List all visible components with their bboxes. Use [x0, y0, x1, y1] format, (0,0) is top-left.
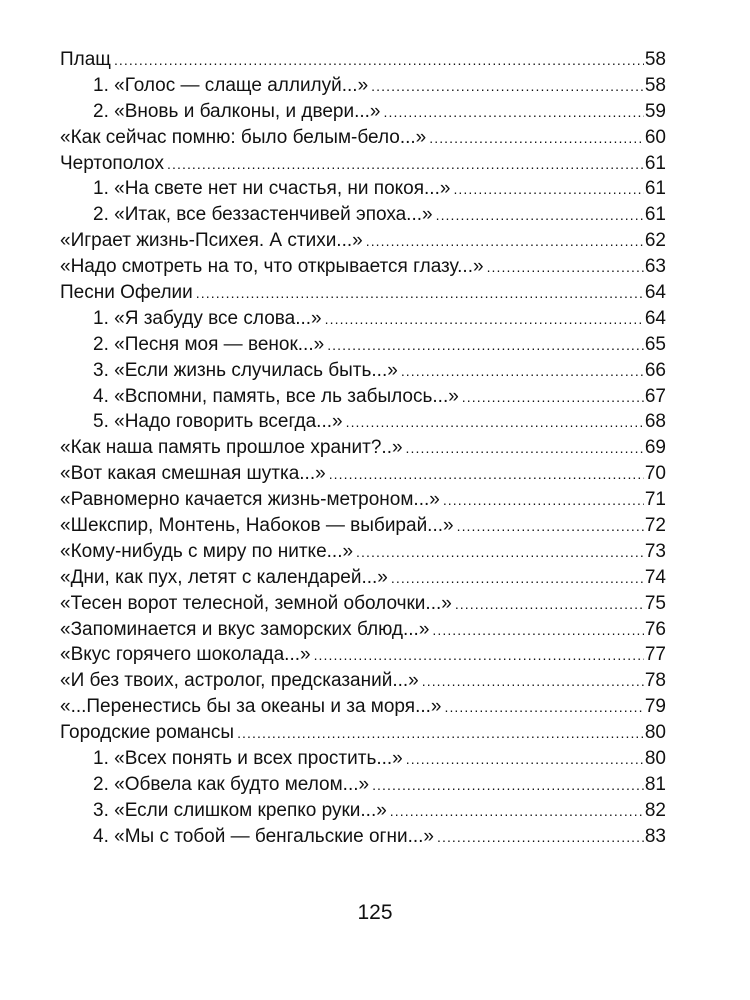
toc-entry-page: 68	[644, 411, 666, 433]
toc-entry-title: 3. «Если слишком крепко руки...»	[93, 799, 387, 821]
toc-dot-leader	[455, 592, 644, 618]
toc-dot-leader	[356, 540, 644, 566]
toc-entry-title: «Надо смотреть на то, что открывается глазу...»	[60, 256, 484, 278]
toc-entry-page: 72	[644, 515, 666, 537]
toc-entry	[60, 461, 666, 487]
toc-entry	[60, 513, 666, 539]
toc-entry-page: 64	[644, 307, 666, 329]
toc-entry	[60, 746, 666, 772]
toc-entry-page: 58	[644, 49, 666, 70]
toc-entry-title: «Тесен ворот телесной, земной оболочки...»	[60, 592, 452, 614]
toc-dot-leader	[406, 747, 644, 773]
toc-dot-leader	[366, 229, 644, 255]
toc-entry-page: 80	[644, 722, 666, 744]
toc-entry	[60, 384, 666, 410]
toc-entry-page: 75	[644, 592, 666, 614]
toc-entry-title: 4. «Вспомни, память, все ль забылось...»	[93, 385, 459, 407]
toc-entry-page: 67	[644, 385, 666, 407]
toc-entry	[60, 668, 666, 694]
toc-entry-title: Песни Офелии	[60, 282, 193, 304]
toc-entry-page: 65	[644, 333, 666, 355]
page-number: 125	[357, 901, 393, 924]
toc-entry-page: 82	[644, 799, 666, 821]
toc-dot-leader	[372, 773, 644, 799]
toc-entry	[60, 565, 666, 591]
toc-entry	[60, 539, 666, 565]
toc-entry-title: Плащ	[60, 49, 111, 70]
toc-entry	[60, 73, 666, 99]
toc-entry-title: 2. «Вновь и балконы, и двери...»	[93, 100, 381, 122]
toc-dot-leader	[314, 643, 644, 669]
toc-entry-title: 2. «Обвела как будто мелом...»	[93, 773, 370, 795]
toc-entry-title: 1. «Всех понять и всех простить...»	[93, 748, 403, 770]
toc-entry	[60, 694, 666, 720]
toc-dot-leader	[114, 48, 644, 74]
toc-dot-leader	[196, 281, 644, 307]
toc-entry-title: Чертополох	[60, 152, 165, 174]
toc-entry	[60, 99, 666, 125]
toc-entry	[60, 642, 666, 668]
toc-entry-title: «Запоминается и вкус заморских блюд...»	[60, 618, 430, 640]
toc-entry	[60, 435, 666, 461]
toc-entry-page: 74	[644, 566, 666, 588]
toc-dot-leader	[401, 359, 644, 385]
toc-entry-page: 60	[644, 126, 666, 148]
toc-entry-title: 2. «Итак, все беззастенчивей эпоха...»	[93, 204, 433, 226]
toc-entry-title: 4. «Мы с тобой — бенгальские огни...»	[93, 825, 434, 847]
toc-entry-title: «...Перенестись бы за океаны и за моря...»	[60, 696, 442, 718]
toc-entry-title: «Играет жизнь-Психея. А стихи...»	[60, 230, 363, 252]
toc-entry-page: 83	[644, 825, 666, 847]
toc-dot-leader	[329, 462, 644, 488]
toc-entry-page: 59	[644, 100, 666, 122]
toc-entry-page: 79	[644, 696, 666, 718]
toc-entry	[60, 254, 666, 280]
toc-entry	[60, 409, 666, 435]
toc-entry-page: 62	[644, 230, 666, 252]
toc-dot-leader	[237, 721, 644, 747]
toc-dot-leader	[429, 126, 644, 152]
toc-entry	[60, 306, 666, 332]
toc-entry-page: 63	[644, 256, 666, 278]
toc-dot-leader	[384, 100, 644, 126]
toc-entry	[60, 720, 666, 746]
toc-entry-page: 61	[644, 178, 666, 200]
toc-entry-title: 1. «Я забуду все слова...»	[93, 307, 322, 329]
toc-dot-leader	[422, 669, 644, 695]
toc-entry-title: «Вот какая смешная шутка...»	[60, 463, 326, 485]
toc-entry	[60, 280, 666, 306]
toc-dot-leader	[487, 255, 644, 281]
toc-entry	[60, 47, 666, 73]
toc-dot-leader	[327, 333, 644, 359]
toc-entry	[60, 125, 666, 151]
toc-entry-title: «Как сейчас помню: было белым-бело...»	[60, 126, 427, 148]
toc-entry-title: «Дни, как пух, летят с календарей...»	[60, 566, 388, 588]
toc-entry-title: «Как наша память прошлое хранит?..»	[60, 437, 403, 459]
toc-entry-page: 61	[644, 204, 666, 226]
toc-dot-leader	[346, 410, 644, 436]
toc-entry	[60, 591, 666, 617]
toc-entry	[60, 358, 666, 384]
toc-entry-title: 2. «Песня моя — венок...»	[93, 333, 325, 355]
toc-entry	[60, 151, 666, 177]
toc-dot-leader	[390, 799, 644, 825]
toc-dot-leader	[462, 385, 644, 411]
toc-dot-leader	[406, 436, 644, 462]
toc-entry-title: «Кому-нибудь с миру по нитке...»	[60, 540, 354, 562]
toc-entry-title: Городские романсы	[60, 722, 235, 744]
toc-dot-leader	[437, 825, 644, 851]
toc-entry-page: 58	[644, 74, 666, 96]
toc-entry-page: 64	[644, 282, 666, 304]
toc-dot-leader	[443, 488, 644, 514]
toc-dot-leader	[432, 618, 643, 644]
toc-dot-leader	[457, 514, 644, 540]
toc-entry	[60, 824, 666, 850]
toc-entry-title: «Равномерно качается жизнь-метроном...»	[60, 489, 440, 511]
toc-entry-page: 81	[644, 773, 666, 795]
toc-entry-page: 76	[644, 618, 666, 640]
toc-entry-page: 70	[644, 463, 666, 485]
toc-entry	[60, 798, 666, 824]
toc-entry-title: 5. «Надо говорить всегда...»	[93, 411, 343, 433]
toc-entry	[60, 487, 666, 513]
toc-entry-page: 78	[644, 670, 666, 692]
toc-entry-page: 69	[644, 437, 666, 459]
toc-dot-leader	[167, 152, 644, 178]
toc-entry-page: 73	[644, 540, 666, 562]
toc-entry	[60, 228, 666, 254]
toc-entry-title: «И без твоих, астролог, предсказаний...»	[60, 670, 419, 692]
toc-dot-leader	[371, 74, 644, 100]
toc-dot-leader	[391, 566, 644, 592]
toc-entry	[60, 202, 666, 228]
toc-dot-leader	[436, 203, 644, 229]
toc-entry-title: «Вкус горячего шоколада...»	[60, 644, 311, 666]
toc-entry	[60, 617, 666, 643]
toc-entry-page: 61	[644, 152, 666, 174]
toc-entry-title: 1. «На свете нет ни счастья, ни покоя...»	[93, 178, 451, 200]
toc-entry	[60, 772, 666, 798]
toc-entry-page: 77	[644, 644, 666, 666]
toc-entry-page: 80	[644, 748, 666, 770]
toc-entry-title: 1. «Голос — слаще аллилуй...»	[93, 74, 369, 96]
toc-dot-leader	[444, 695, 643, 721]
table-of-contents	[60, 47, 666, 850]
toc-dot-leader	[325, 307, 644, 333]
toc-entry	[60, 176, 666, 202]
toc-entry-title: 3. «Если жизнь случилась быть...»	[93, 359, 398, 381]
toc-entry-page: 66	[644, 359, 666, 381]
toc-entry-page: 71	[644, 489, 666, 511]
toc-dot-leader	[453, 177, 643, 203]
toc-entry	[60, 332, 666, 358]
toc-entry-title: «Шекспир, Монтень, Набоков — выбирай...»	[60, 515, 454, 537]
